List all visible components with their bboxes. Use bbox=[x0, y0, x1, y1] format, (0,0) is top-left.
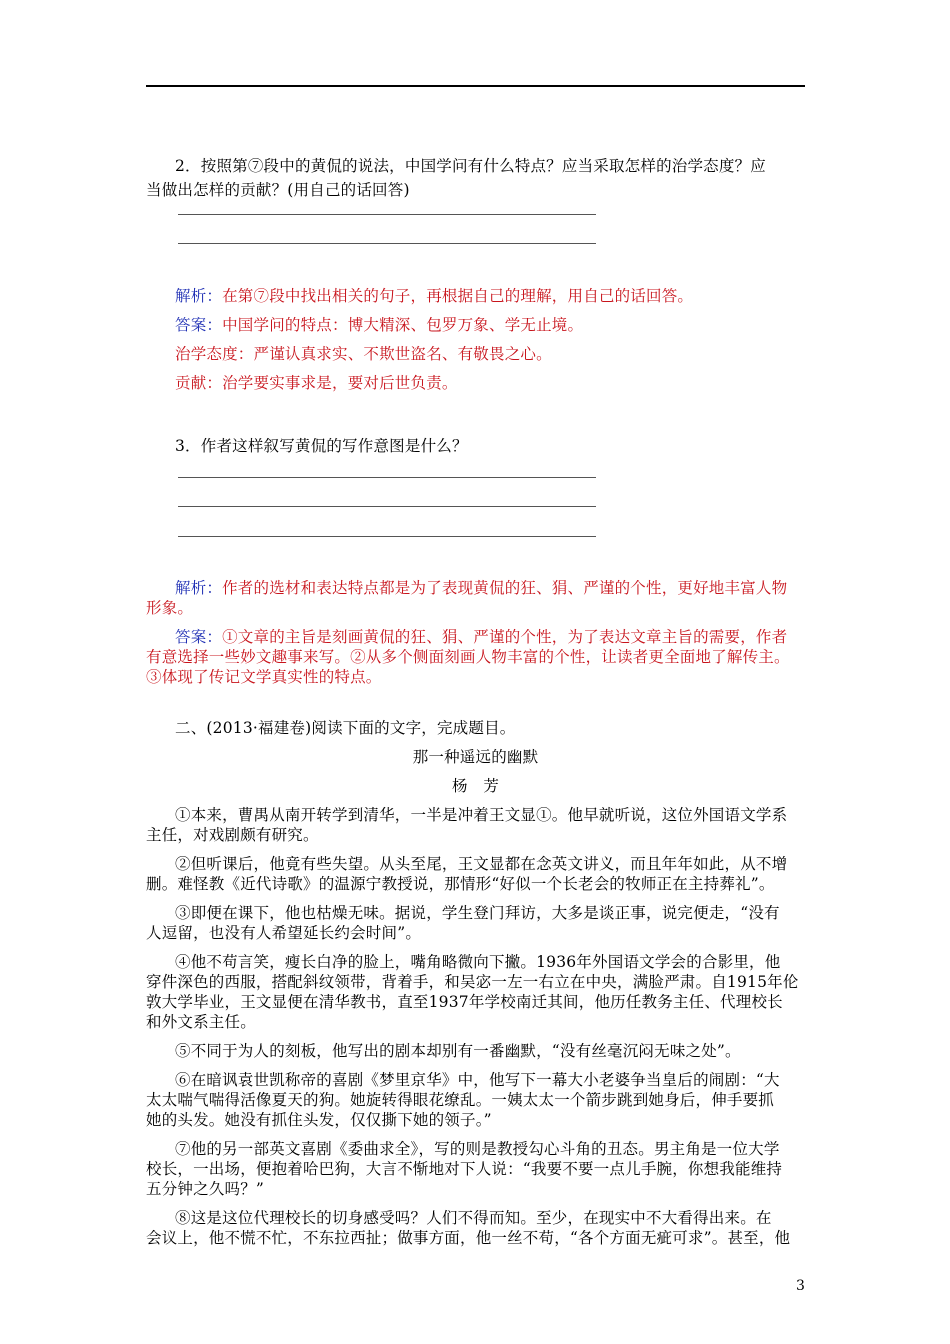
paragraph-7-line-2: 校长，一出场，便抱着哈巴狗，大言不惭地对下人说：“我要不要一点儿手腕，你想我能维持 bbox=[146, 1160, 783, 1178]
paragraph-4-line-4: 和外文系主任。 bbox=[146, 1013, 256, 1031]
q2-line-1: 2．按照第⑦段中的黄侃的说法，中国学问有什么特点？应当采取怎样的治学态度？应 bbox=[175, 157, 766, 175]
section-intro: 二、(2013·福建卷)阅读下面的文字，完成题目。 bbox=[175, 719, 516, 737]
page-number: 3 bbox=[796, 1278, 805, 1294]
paragraph-3-line-2: 人逗留，也没有人希望延长约会时间”。 bbox=[146, 924, 422, 942]
q2-analysis bbox=[175, 286, 693, 306]
paragraph-2-line-1: ②但听课后，他竟有些失望。从头至尾，王文显都在念英文讲义，而且年年如此，从不增 bbox=[175, 855, 788, 873]
answer-blank-line bbox=[178, 214, 596, 215]
paragraph-6-line-3: 她的头发。她没有抓住头发，仅仅撕下她的领子。” bbox=[146, 1111, 492, 1129]
paragraph-2-line-2: 删。难怪教《近代诗歌》的温源宁教授说，那情形“好似一个长老会的牧师正在主持葬礼”。 bbox=[146, 875, 775, 893]
paragraph-7-line-1: ⑦他的另一部英文喜剧《委曲求全》，写的则是教授勾心斗角的丑态。男主角是一位大学 bbox=[175, 1140, 780, 1158]
header-rule bbox=[146, 85, 805, 87]
answer-label: 答案： bbox=[175, 628, 223, 646]
q2-answer bbox=[175, 315, 583, 335]
analysis-label: 解析： bbox=[175, 287, 223, 305]
article-author: 杨 芳 bbox=[451, 777, 500, 795]
paragraph-6-line-1: ⑥在暗讽袁世凯称帝的喜剧《梦里京华》中，他写下一幕大小老婆争当皇后的闹剧：“大 bbox=[175, 1071, 780, 1089]
q3-answer-line-2: 有意选择一些妙文趣事来写。②从多个侧面刻画人物丰富的个性，让读者更全面地了解传主。 bbox=[146, 648, 790, 666]
answer-label: 答案： bbox=[175, 316, 223, 334]
paragraph-3-line-1: ③即便在课下，他也枯燥无味。据说，学生登门拜访，大多是谈正事，说完便走，“没有 bbox=[175, 904, 780, 922]
paragraph-1-line-2: 主任，对戏剧颇有研究。 bbox=[146, 826, 319, 844]
paragraph-5-line-1: ⑤不同于为人的刻板，他写出的剧本却别有一番幽默，“没有丝毫沉闷无味之处”。 bbox=[175, 1042, 741, 1060]
answer-blank-line bbox=[178, 243, 596, 244]
paragraph-4-line-2: 穿件深色的西服，搭配斜纹领带，背着手，和吴宓一左一右立在中央，满脸严肃。自1915年伦 bbox=[146, 973, 799, 991]
q3-line-1: 3．作者这样叙写黄侃的写作意图是什么？ bbox=[175, 437, 468, 455]
answer-blank-line bbox=[178, 477, 596, 478]
answer-text: ①文章的主旨是刻画黄侃的狂、狷、严谨的个性，为了表达文章主旨的需要，作者 bbox=[222, 628, 788, 646]
paragraph-4-line-3: 敦大学毕业，王文显便在清华教书，直至1937年学校南迁其间，他历任教务主任、代理校长 bbox=[146, 993, 783, 1011]
paragraph-7-line-3: 五分钟之久吗？” bbox=[146, 1180, 265, 1198]
paragraph-1-line-1: ①本来，曹禺从南开转学到清华，一半是冲着王文显①。他早就听说，这位外国语文学系 bbox=[175, 806, 788, 824]
answer-blank-line bbox=[178, 506, 596, 507]
analysis-label: 解析： bbox=[175, 579, 223, 597]
answer-blank-line bbox=[178, 536, 596, 537]
q2-contribution: 贡献：治学要实事求是，要对后世负责。 bbox=[175, 374, 458, 392]
q3-analysis-line-2: 形象。 bbox=[146, 599, 194, 617]
paragraph-8-line-1: ⑧这是这位代理校长的切身感受吗？人们不得而知。至少，在现实中不大看得出来。在 bbox=[175, 1209, 772, 1227]
article-title: 那一种遥远的幽默 bbox=[412, 748, 539, 766]
paragraph-8-line-2: 会议上，他不慌不忙，不东拉西扯；做事方面，他一丝不苟，“各个方面无疵可求”。甚至，他 bbox=[146, 1229, 791, 1247]
q3-analysis-line-1 bbox=[175, 578, 787, 598]
answer-text: 中国学问的特点：博大精深、包罗万象、学无止境。 bbox=[222, 316, 584, 334]
q3-answer-line-1 bbox=[175, 627, 787, 647]
q3-answer-line-3: ③体现了传记文学真实性的特点。 bbox=[146, 668, 382, 686]
paragraph-4-line-1: ④他不苟言笑，瘦长白净的脸上，嘴角略微向下撇。1936年外国语文学会的合影里，他 bbox=[175, 953, 781, 971]
analysis-text: 作者的选材和表达特点都是为了表现黄侃的狂、狷、严谨的个性，更好地丰富人物 bbox=[222, 579, 788, 597]
analysis-text: 在第⑦段中找出相关的句子，再根据自己的理解，用自己的话回答。 bbox=[222, 287, 694, 305]
paragraph-6-line-2: 太太喘气喘得活像夏天的狗。她旋转得眼花缭乱。一姨太太一个箭步跳到她身后，伸手要抓 bbox=[146, 1091, 775, 1109]
q2-line-2: 当做出怎样的贡献？(用自己的话回答) bbox=[146, 181, 410, 199]
q2-attitude: 治学态度：严谨认真求实、不欺世盗名、有敬畏之心。 bbox=[175, 345, 552, 363]
